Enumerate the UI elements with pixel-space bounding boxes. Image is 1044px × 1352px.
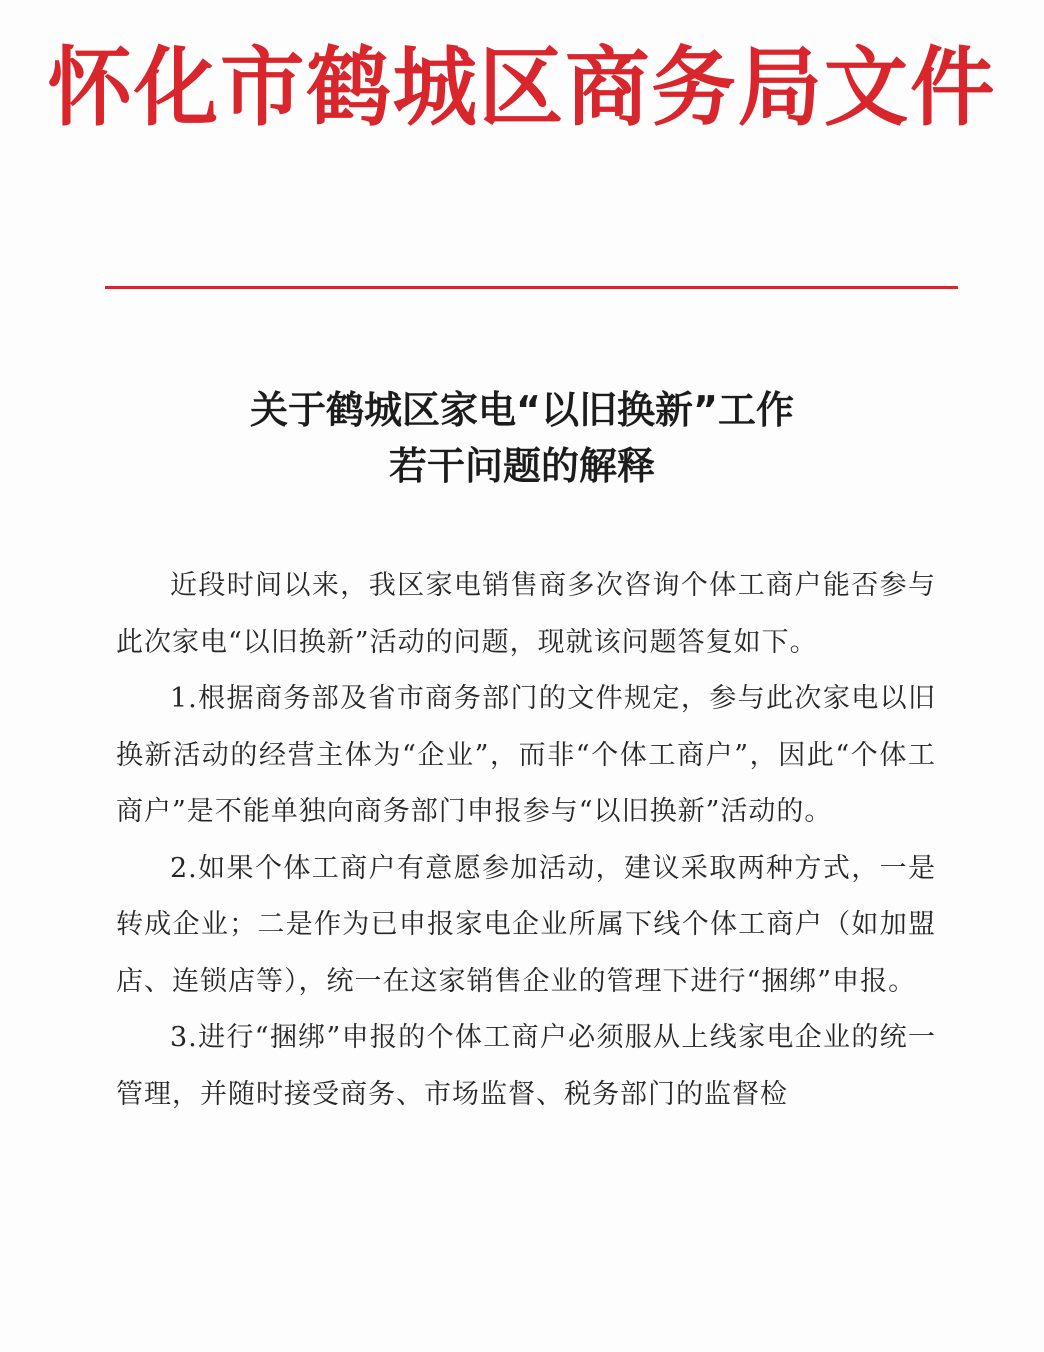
red-divider-rule xyxy=(105,286,958,289)
paragraph-item-3: 3.进行“捆绑”申报的个体工商户必须服从上线家电企业的统一管理，并随时接受商务、市场监督、税务部门的监督检 xyxy=(116,1022,936,1110)
document-title-line-1: 关于鹤城区家电“以旧换新”工作 xyxy=(250,388,794,432)
issuer-title: 怀化市鹤城区商务局文件 xyxy=(47,38,997,138)
paragraph-intro: 近段时间以来，我区家电销售商多次咨询个体工商户能否参与此次家电“以旧换新”活动的问题，现就该问题答复如下。 xyxy=(116,570,936,658)
paragraph-item-1: 1.根据商务部及省市商务部门的文件规定，参与此次家电以旧换新活动的经营主体为“企业”，而非“个体工商户”，因此“个体工商户”是不能单独向商务部门申报参与“以旧换新”活动的。 xyxy=(116,683,936,827)
paragraph-item-2: 2.如果个体工商户有意愿参加活动，建议采取两种方式，一是转成企业；二是作为已申报家电企业所属下线个体工商户（如加盟店、连锁店等），统一在这家销售企业的管理下进行“捆绑”申报。 xyxy=(116,852,936,997)
document-body xyxy=(116,558,936,1123)
document-title-line-2: 若干问题的解释 xyxy=(388,444,655,488)
